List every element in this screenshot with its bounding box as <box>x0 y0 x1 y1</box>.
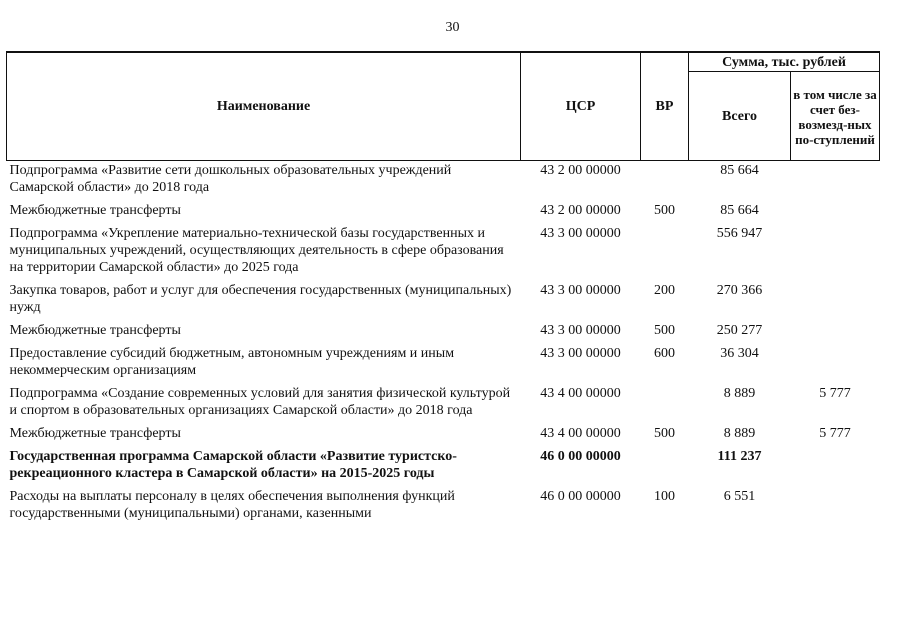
table-row <box>7 225 880 282</box>
row-vr: 200 <box>654 283 675 298</box>
row-name: Предоставление субсидий бюджетным, автономным учреждениям и иным некоммерческим организациям <box>9 346 455 378</box>
row-name: Межбюджетные трансферты <box>9 323 181 338</box>
row-csr: 43 4 00 00000 <box>540 426 621 441</box>
row-name: Подпрограмма «Укрепление материально-технической базы государственных и муниципальных учреждений, осуществляющих деятельность в сфере образования на территории Самарской области» до 2025 года <box>9 226 504 275</box>
row-free <box>791 282 880 322</box>
header-sum: Сумма, тыс. рублей <box>689 52 880 72</box>
row-csr: 43 3 00 00000 <box>540 323 621 338</box>
row-total: 36 304 <box>720 346 759 361</box>
row-csr: 43 2 00 00000 <box>540 163 621 178</box>
row-free <box>791 161 880 203</box>
row-vr <box>641 161 689 203</box>
row-free <box>791 225 880 282</box>
table-row <box>7 282 880 322</box>
row-total: 85 664 <box>720 163 759 178</box>
row-vr: 100 <box>654 489 675 504</box>
table-header <box>7 52 880 161</box>
row-free: 5 777 <box>819 386 851 401</box>
row-total: 6 551 <box>723 489 756 504</box>
row-name: Расходы на выплаты персоналу в целях обеспечения выполнения функций государственными (муниципальными) органами, казенными <box>9 489 455 521</box>
row-total: 85 664 <box>720 203 759 218</box>
row-csr: 46 0 00 00000 <box>540 449 621 464</box>
row-vr <box>641 448 689 488</box>
row-free <box>791 202 880 225</box>
row-free <box>791 322 880 345</box>
row-name: Подпрограмма «Создание современных условий для занятия физической культурой и спортом в образовательных организациях Самарской области» до 2018 года <box>9 386 511 418</box>
row-vr: 500 <box>654 426 675 441</box>
table-row <box>7 488 880 522</box>
row-csr: 43 3 00 00000 <box>540 226 621 241</box>
row-csr: 46 0 00 00000 <box>540 489 621 504</box>
header-name: Наименование <box>7 52 521 161</box>
row-csr: 43 2 00 00000 <box>540 203 621 218</box>
row-total: 8 889 <box>723 386 756 401</box>
header-vr: ВР <box>641 52 689 161</box>
row-vr: 600 <box>654 346 675 361</box>
row-csr: 43 4 00 00000 <box>540 386 621 401</box>
row-total: 8 889 <box>723 426 756 441</box>
row-csr: 43 3 00 00000 <box>540 346 621 361</box>
table-row <box>7 322 880 345</box>
row-vr: 500 <box>654 323 675 338</box>
row-free <box>791 448 880 488</box>
row-free: 5 777 <box>819 426 851 441</box>
row-vr <box>641 385 689 425</box>
row-total: 250 277 <box>716 323 763 338</box>
row-free <box>791 488 880 522</box>
row-name: Межбюджетные трансферты <box>9 203 181 218</box>
row-name: Государственная программа Самарской области «Развитие туристско-рекреационного кластера в Самарской области» на 2015-2025 годы <box>9 449 457 481</box>
table-row <box>7 385 880 425</box>
table-row <box>7 425 880 448</box>
table-row <box>7 202 880 225</box>
header-free: в том числе за счет без-возмезд-ных по-ступлений <box>791 72 880 161</box>
budget-table <box>6 51 880 522</box>
row-name: Закупка товаров, работ и услуг для обеспечения государственных (муниципальных) нужд <box>9 283 512 315</box>
row-name: Межбюджетные трансферты <box>9 426 181 441</box>
row-csr: 43 3 00 00000 <box>540 283 621 298</box>
row-total: 556 947 <box>716 226 763 241</box>
row-free <box>791 345 880 385</box>
page-number: 30 <box>445 20 460 35</box>
table-row <box>7 345 880 385</box>
row-total: 111 237 <box>717 449 762 464</box>
table-row <box>7 448 880 488</box>
row-name: Подпрограмма «Развитие сети дошкольных образовательных учреждений Самарской области» до 2018 года <box>9 163 452 195</box>
row-vr <box>641 225 689 282</box>
row-total: 270 366 <box>716 283 763 298</box>
row-vr: 500 <box>654 203 675 218</box>
header-total: Всего <box>689 72 791 161</box>
table-row <box>7 161 880 203</box>
header-csr: ЦСР <box>521 52 641 161</box>
